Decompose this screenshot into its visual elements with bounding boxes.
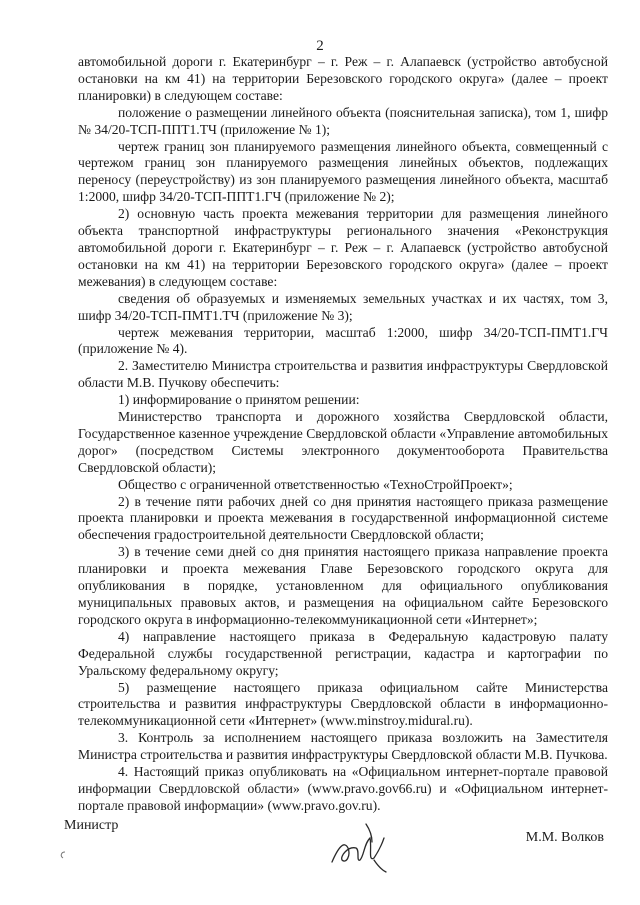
paragraph: 2) в течение пяти рабочих дней со дня принятия настоящего приказа размещение проекта планировки и проекта межевания в государственной информационной системе обеспечения градостроительной деятельности Свердловской области;: [78, 493, 608, 543]
paragraph: Общество с ограниченной ответственностью «ТехноСтройПроект»;: [118, 476, 513, 492]
paragraph: 4) направление настоящего приказа в Федеральную кадастровую палату Федеральной службы государственной регистрации, кадастра и картографии по Уральскому федеральному округу;: [78, 628, 608, 678]
signature-block: [64, 818, 604, 898]
paragraph: 3. Контроль за исполнением настоящего приказа возложить на Заместителя Министра строительства и развития инфраструктуры Свердловской области М.В. Пучкова.: [78, 730, 608, 763]
paragraph: положение о размещении линейного объекта (пояснительная записка), том 1, шифр № 34/20-ТСП-ППТ1.ТЧ (приложение № 1);: [78, 104, 608, 137]
signer-name: М.М. Волков: [525, 830, 604, 845]
paragraph: Министерство транспорта и дорожного хозяйства Свердловской области, Государственное казенное учреждение Свердловской области «Управление автомобильных дорог» (посредством Системы электронного документооборота Правительства Свердловской области);: [78, 409, 608, 475]
page-number: 2: [316, 38, 324, 54]
paragraph: чертеж границ зон планируемого размещения линейного объекта, совмещенный с чертежом границ зон планируемого размещения линейных объектов, подлежащих переносу (переустройству) из зон планируемого размещения линейного объекта, масштаб 1:2000, шифр 34/20-ТСП-ППТ1.ГЧ (приложение № 2);: [78, 138, 608, 205]
signer-position: Министр: [64, 818, 119, 833]
paragraph: 3) в течение семи дней со дня принятия настоящего приказа направление проекта планировки и проекта межевания Главе Березовского городского округа для опубликования в порядке, установленном для официального опубликования муниципальных правовых актов, и размещения на официальном сайте Березовского городского округа в информационно-телекоммуникационной сети «Интернет»;: [78, 544, 608, 627]
paragraph: 1) информирование о принятом решении:: [118, 392, 360, 408]
paragraph: 2) основную часть проекта межевания территории для размещения линейного объекта транспортной инфраструктуры регионального значения «Реконструкция автомобильной дороги г. Екатеринбург – г. Реж – г. Алапаевск (устройство автобусной остановки на км 41) на территории Березовского городского округа» (далее – проект межевания) в следующем составе:: [78, 206, 608, 289]
paragraph: сведения об образуемых и изменяемых земельных участках и их частях, том 3, шифр 34/20-ТСП-ПМТ1.ТЧ (приложение № 3);: [78, 290, 608, 323]
paragraph: автомобильной дороги г. Екатеринбург – г. Реж – г. Алапаевск (устройство автобусной остановки на км 41) на территории Березовского городского округа» (далее – проект планировки) в следующем составе:: [78, 54, 608, 103]
document-body: [78, 54, 608, 815]
paragraph: 2. Заместителю Министра строительства и развития инфраструктуры Свердловской области М.В. Пучкову обеспечить:: [78, 358, 608, 391]
margin-mark-icon: [58, 850, 68, 860]
paragraph: 5) размещение настоящего приказа официальном сайте Министерства строительства и развития инфраструктуры Свердловской области в информационно-телекоммуникационной сети «Интернет» (www.minstroy.midural.ru).: [78, 679, 608, 729]
paragraph: 4. Настоящий приказ опубликовать на «Официальном интернет-портале правовой информации Свердловской области» (www.pravo.gov66.ru) и «Официальном интернет-портале правовой информации» (www.pravo.gov.ru).: [78, 764, 608, 813]
paragraph: чертеж межевания территории, масштаб 1:2000, шифр 34/20-ТСП-ПМТ1.ГЧ (приложение № 4).: [78, 324, 608, 357]
handwritten-signature-icon: [326, 818, 406, 876]
